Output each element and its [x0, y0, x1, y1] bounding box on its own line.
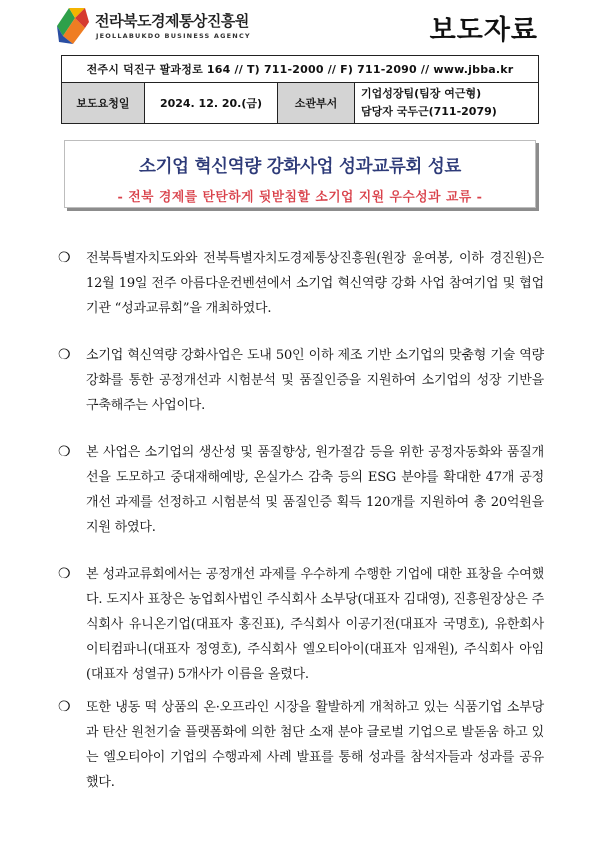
paragraph: [58, 562, 544, 687]
department-contact: [355, 83, 539, 124]
header-info-table: [61, 55, 539, 124]
article-body: [58, 246, 544, 817]
headline-subtitle: - 전북 경제를 탄탄하게 뒷받침할 소기업 지원 우수성과 교류 -: [117, 190, 483, 205]
headline-box: [64, 140, 536, 208]
paragraph-text: 또한 냉동 떡 상품의 온·오프라인 시장을 활발하게 개척하고 있는 식품기업 소부당과 탄산 원천기술 플랫폼화에 의한 첨단 소재 분야 글로벌 기업으로 발돋움 하고 있는 엘오티아이 기업의 수행과제 사례 발표를 통해 성과를 참석자들과 성과를 공유했다.: [86, 700, 544, 790]
department-manager: 담당자 국두근(711-2079): [361, 105, 497, 118]
contact-address: 전주시 덕진구 팔과정로 164 // T) 711-2000 // F) 711-2090 // www.jbba.kr: [62, 56, 539, 83]
paragraph-text: 전북특별자치도와와 전북특별자치도경제통상진흥원(원장 윤여봉, 이하 경진원)은 12월 19일 전주 아름다운컨벤션에서 소기업 혁신역량 강화 사업 참여기업 및 협업기관 “성과교류회”을 개최하였다.: [86, 251, 544, 316]
org-name: 전라북도경제통상진흥원: [95, 12, 249, 30]
department-label: 소관부서: [278, 83, 355, 124]
paragraph: [58, 246, 544, 321]
paragraph-text: 본 사업은 소기업의 생산성 및 품질향상, 원가절감 등을 위한 공정자동화와 품질개선을 도모하고 중대재해예방, 온실가스 감축 등의 ESG 분야를 확대한 47개 공정개선 과제를 선정하고 시험분석 및 품질인증 획득 120개를 지원하여 총 20억원을 지원 하였다.: [86, 445, 544, 535]
paragraph: [58, 695, 544, 795]
org-logo: [55, 4, 295, 48]
org-logo-icon: [55, 6, 91, 46]
bullet-icon: ❍: [58, 250, 71, 266]
department-team: 기업성장팀(팀장 여근형): [361, 87, 482, 100]
paragraph: [58, 343, 544, 418]
org-name-english: JEOLLABUKDO BUSINESS AGENCY: [96, 32, 251, 40]
request-date-value: 2024. 12. 20.(금): [145, 83, 278, 124]
bullet-icon: ❍: [58, 566, 71, 582]
bullet-icon: ❍: [58, 347, 71, 363]
doc-type-heading: 보도자료: [429, 15, 538, 46]
paragraph-text: 본 성과교류회에서는 공정개선 과제를 우수하게 수행한 기업에 대한 표창을 수여했다. 도지사 표창은 농업회사법인 주식회사 소부당(대표자 김대영), 진흥원장상은 주식회사 유니온기업(대표자 홍진표), 주식회사 이공기전(대표자 국명호), 유한회사 이티컴파니(대표자 정영호), 주식회사 엘오티아이(대표자 임재원), 주식회사 아임(대표자 성열규) 5개사가 이름을 올렸다.: [86, 567, 544, 682]
bullet-icon: ❍: [58, 444, 71, 460]
paragraph-text: 소기업 혁신역량 강화사업은 도내 50인 이하 제조 기반 소기업의 맞춤형 기술 역량 강화를 통한 공정개선과 시험분석 및 품질인증을 지원하여 소기업의 성장 기반을 구축해주는 사업이다.: [86, 348, 544, 413]
paragraph: [58, 440, 544, 540]
bullet-icon: ❍: [58, 699, 71, 715]
request-date-label: 보도요청일: [62, 83, 145, 124]
headline-title: 소기업 혁신역량 강화사업 성과교류회 성료: [138, 157, 462, 177]
